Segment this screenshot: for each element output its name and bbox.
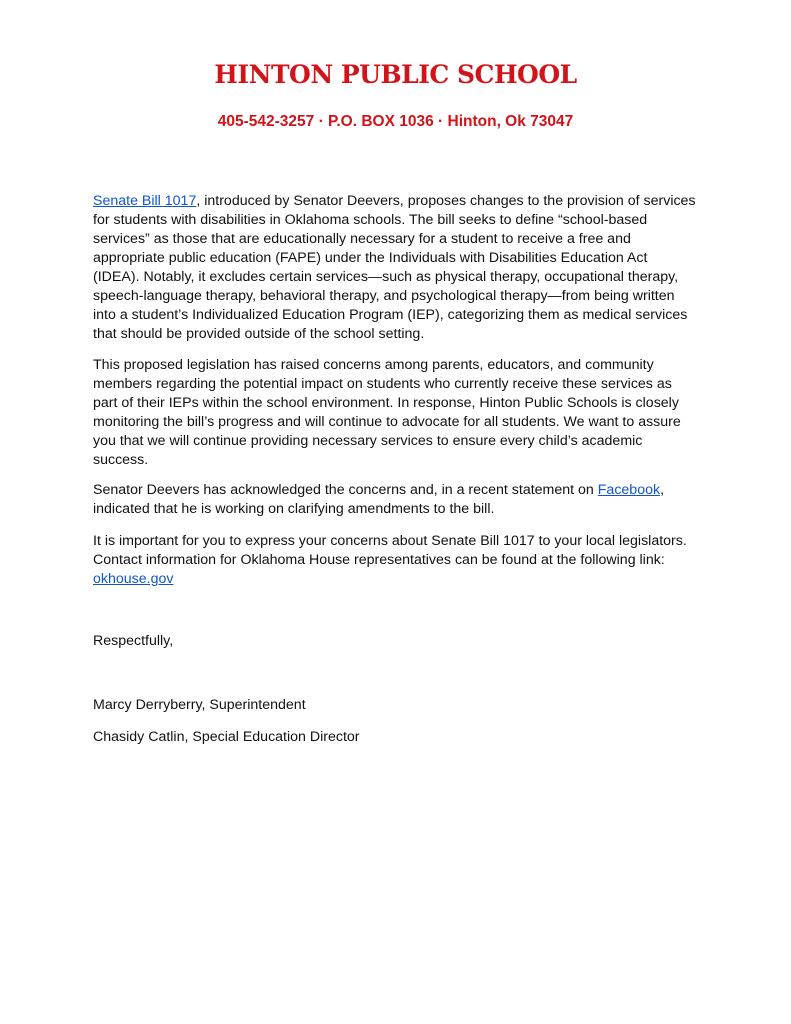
paragraph-line: services” as those that are educationally necessary for a student to receive a free and [93, 231, 631, 247]
paragraph-line: indicated that he is working on clarifying amendments to the bill. [93, 501, 495, 517]
paragraph-line: that should be provided outside of the school setting. [93, 326, 425, 342]
paragraph-line [93, 192, 713, 211]
facebook-link[interactable]: Facebook [597, 482, 661, 498]
signature-special-ed-director: Chasidy Catlin, Special Education Director [93, 729, 360, 745]
paragraph-line: for students with disabilities in Oklahoma schools. The bill seeks to define “school-based [93, 212, 648, 228]
paragraph-line: you that we will continue providing necessary services to ensure every child’s academic [93, 433, 643, 449]
paragraph-line: success. [93, 452, 149, 468]
paragraph-line: speech-language therapy, behavioral therapy, and psychological therapy—from being written [93, 288, 675, 304]
paragraph-line [93, 481, 713, 500]
paragraph-line: members regarding the potential impact on students who currently receive these services as [93, 376, 672, 392]
paragraph-senate-bill [93, 192, 713, 344]
text: Senator Deevers has acknowledged the concerns and, in a recent statement on [93, 482, 598, 498]
paragraph-line: This proposed legislation has raised concerns among parents, educators, and community [93, 357, 654, 373]
paragraph-line [93, 570, 713, 589]
paragraph-line: Contact information for Oklahoma House representatives can be found at the following link: [93, 552, 665, 568]
paragraph-line: (IDEA). Notably, it excludes certain services—such as physical therapy, occupational therapy, [93, 269, 679, 285]
okhouse-link[interactable]: okhouse.gov [93, 571, 174, 587]
paragraph-amendments [93, 481, 713, 519]
closing: Respectfully, [93, 633, 174, 649]
paragraph-concerns [93, 356, 713, 470]
paragraph-line: It is important for you to express your concerns about Senate Bill 1017 to your local legislators. [93, 533, 687, 549]
school-name-title: HINTON PUBLIC SCHOOL [214, 60, 577, 89]
paragraph-contact-legislators [93, 532, 713, 589]
school-contact-line: 405-542-3257 · P.O. BOX 1036 · Hinton, Ok 73047 [217, 113, 574, 130]
paragraph-line: monitoring the bill’s progress and will continue to advocate for all students. We want to assure [93, 414, 681, 430]
paragraph-line: part of their IEPs within the school environment. In response, Hinton Public Schools is closely [93, 395, 679, 411]
text: , [660, 482, 665, 498]
paragraph-line: into a student’s Individualized Education Program (IEP), categorizing them as medical services [93, 307, 688, 323]
text: , introduced by Senator Deevers, proposes changes to the provision of services [196, 193, 696, 209]
paragraph-line: appropriate public education (FAPE) under the Individuals with Disabilities Education Act [93, 250, 648, 266]
signature-superintendent: Marcy Derryberry, Superintendent [93, 697, 306, 713]
senate-bill-1017-link[interactable]: Senate Bill 1017 [93, 193, 197, 209]
